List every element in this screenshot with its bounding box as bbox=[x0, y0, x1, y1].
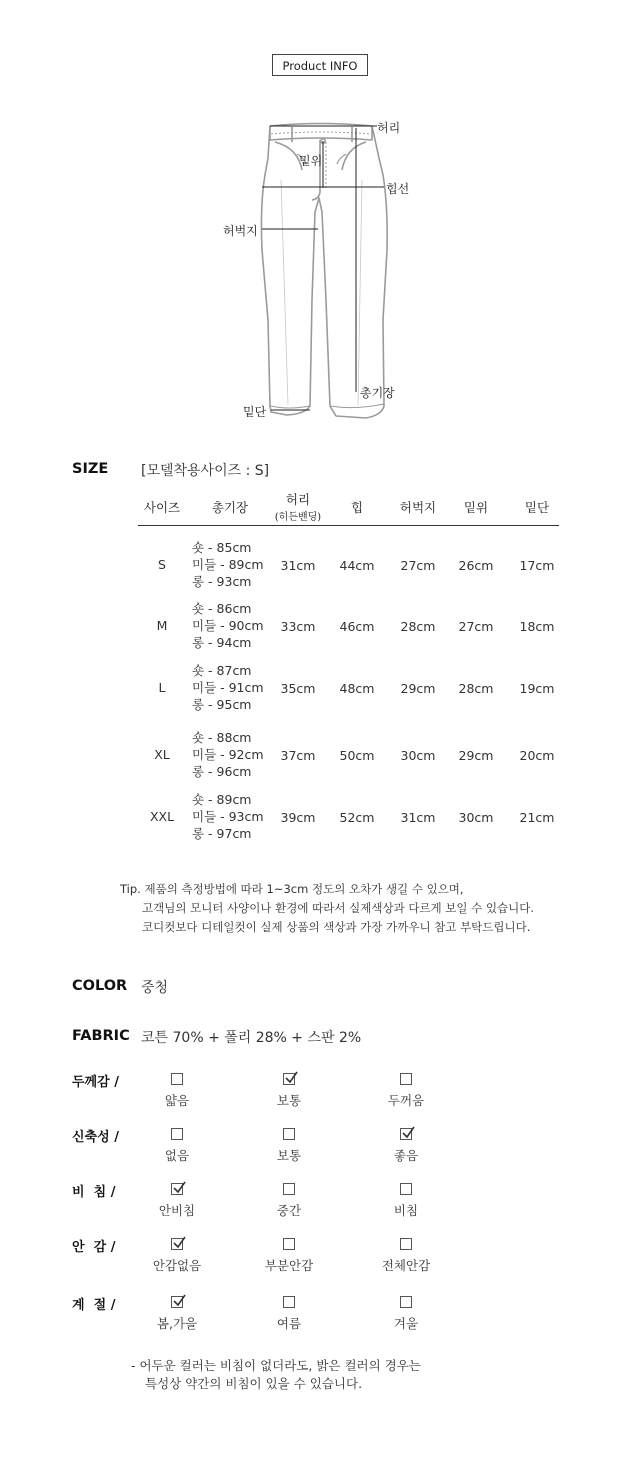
diagram-label-rise: 밑위 bbox=[299, 154, 323, 168]
length-middle: 미들 - 90cm bbox=[192, 618, 264, 633]
waist-cell: 37cm bbox=[280, 748, 316, 763]
length-short: 숏 - 85cm bbox=[192, 540, 252, 555]
check-mark-icon bbox=[400, 1125, 416, 1141]
length-middle: 미들 - 89cm bbox=[192, 557, 264, 572]
option-label: 두꺼움 bbox=[387, 1093, 425, 1108]
attribute-label: 비 침 / bbox=[72, 1185, 116, 1200]
checkbox[interactable] bbox=[400, 1296, 412, 1308]
header-thigh: 허벅지 bbox=[399, 500, 437, 515]
waist-cell: 31cm bbox=[280, 558, 316, 573]
option-label: 봄,가을 bbox=[156, 1316, 198, 1331]
header-size: 사이즈 bbox=[143, 500, 181, 515]
option-label: 보통 bbox=[276, 1148, 302, 1163]
option-label: 중간 bbox=[276, 1203, 302, 1218]
pants-diagram bbox=[0, 0, 640, 430]
diagram-label-hem: 밑단 bbox=[243, 405, 267, 419]
hip-cell: 50cm bbox=[339, 748, 375, 763]
check-mark-icon bbox=[171, 1235, 187, 1251]
check-mark-icon bbox=[171, 1180, 187, 1196]
checkbox[interactable] bbox=[283, 1238, 295, 1250]
checkbox[interactable] bbox=[400, 1128, 412, 1140]
hem-cell: 20cm bbox=[519, 748, 555, 763]
hem-cell: 21cm bbox=[519, 810, 555, 825]
option-label: 얇음 bbox=[164, 1093, 190, 1108]
option-label: 겨울 bbox=[393, 1316, 419, 1331]
thigh-cell: 28cm bbox=[400, 619, 436, 634]
header-divider bbox=[138, 525, 559, 526]
rise-cell: 29cm bbox=[458, 748, 494, 763]
length-middle: 미들 - 92cm bbox=[192, 747, 264, 762]
tip-line-1: Tip. 제품의 측정방법에 따라 1~3cm 정도의 오차가 생길 수 있으며, bbox=[120, 882, 464, 896]
length-long: 롱 - 97cm bbox=[192, 826, 252, 841]
length-short: 숏 - 88cm bbox=[192, 730, 252, 745]
checkbox[interactable] bbox=[171, 1128, 183, 1140]
header-length: 총기장 bbox=[211, 500, 249, 515]
diagram-label-hip: 힙선 bbox=[386, 182, 410, 196]
option-label: 안비침 bbox=[158, 1203, 196, 1218]
header-hem: 밑단 bbox=[524, 500, 550, 515]
rise-cell: 30cm bbox=[458, 810, 494, 825]
length-short: 숏 - 89cm bbox=[192, 792, 252, 807]
length-long: 롱 - 96cm bbox=[192, 764, 252, 779]
model-size-note: [모델착용사이즈 : S] bbox=[141, 463, 270, 479]
rise-cell: 26cm bbox=[458, 558, 494, 573]
header-waist: 허리 bbox=[285, 492, 311, 507]
header-waist-sub: (히든밴딩) bbox=[274, 512, 322, 523]
diagram-label-total-length: 총기장 bbox=[360, 386, 395, 400]
length-long: 롱 - 94cm bbox=[192, 635, 252, 650]
option-label: 좋음 bbox=[393, 1148, 419, 1163]
checkbox[interactable] bbox=[400, 1073, 412, 1085]
check-mark-icon bbox=[171, 1293, 187, 1309]
length-short: 숏 - 87cm bbox=[192, 663, 252, 678]
option-label: 전체안감 bbox=[381, 1258, 431, 1273]
thigh-cell: 31cm bbox=[400, 810, 436, 825]
header-hip: 힙 bbox=[350, 500, 364, 515]
rise-cell: 27cm bbox=[458, 619, 494, 634]
size-cell: XXL bbox=[149, 809, 175, 824]
length-long: 롱 - 95cm bbox=[192, 697, 252, 712]
hem-cell: 18cm bbox=[519, 619, 555, 634]
thigh-cell: 29cm bbox=[400, 681, 436, 696]
size-title: SIZE bbox=[72, 461, 109, 477]
hip-cell: 48cm bbox=[339, 681, 375, 696]
diagram-label-waist: 허리 bbox=[377, 121, 401, 135]
checkbox[interactable] bbox=[283, 1296, 295, 1308]
size-cell: XL bbox=[154, 747, 170, 762]
checkbox[interactable] bbox=[171, 1073, 183, 1085]
tip-line-2: 고객님의 모니터 사양이나 환경에 따라서 실제색상과 다르게 보일 수 있습니다. bbox=[142, 901, 535, 915]
attribute-label: 두께감 / bbox=[72, 1075, 119, 1090]
diagram-label-thigh: 허벅지 bbox=[223, 224, 258, 238]
length-long: 롱 - 93cm bbox=[192, 574, 252, 589]
header-rise: 밑위 bbox=[463, 500, 489, 515]
hip-cell: 46cm bbox=[339, 619, 375, 634]
color-value: 중청 bbox=[141, 980, 169, 996]
checkbox[interactable] bbox=[171, 1183, 183, 1195]
size-cell: M bbox=[156, 618, 168, 633]
checkbox[interactable] bbox=[283, 1073, 295, 1085]
hem-cell: 19cm bbox=[519, 681, 555, 696]
waist-cell: 39cm bbox=[280, 810, 316, 825]
hem-cell: 17cm bbox=[519, 558, 555, 573]
hip-cell: 52cm bbox=[339, 810, 375, 825]
attribute-label: 안 감 / bbox=[72, 1240, 116, 1255]
option-label: 여름 bbox=[276, 1316, 302, 1331]
size-cell: S bbox=[158, 557, 166, 572]
thigh-cell: 30cm bbox=[400, 748, 436, 763]
option-label: 비침 bbox=[393, 1203, 419, 1218]
option-label: 부분안감 bbox=[264, 1258, 314, 1273]
option-label: 안감없음 bbox=[152, 1258, 202, 1273]
fabric-title: FABRIC bbox=[72, 1028, 130, 1044]
tip-line-3: 코디컷보다 디테일컷이 실제 상품의 색상과 가장 가까우니 참고 부탁드립니다. bbox=[142, 920, 531, 934]
checkbox[interactable] bbox=[283, 1128, 295, 1140]
length-middle: 미들 - 91cm bbox=[192, 680, 264, 695]
waist-cell: 33cm bbox=[280, 619, 316, 634]
attribute-label: 신축성 / bbox=[72, 1130, 119, 1145]
waist-cell: 35cm bbox=[280, 681, 316, 696]
hip-cell: 44cm bbox=[339, 558, 375, 573]
option-label: 보통 bbox=[276, 1093, 302, 1108]
option-label: 없음 bbox=[164, 1148, 190, 1163]
checkbox[interactable] bbox=[171, 1296, 183, 1308]
attribute-label: 계 절 / bbox=[72, 1298, 116, 1313]
fabric-value: 코튼 70% + 폴리 28% + 스판 2% bbox=[141, 1030, 362, 1046]
checkbox[interactable] bbox=[400, 1183, 412, 1195]
checkbox[interactable] bbox=[171, 1238, 183, 1250]
product-info-box: Product INFO bbox=[272, 54, 368, 76]
length-short: 숏 - 86cm bbox=[192, 601, 252, 616]
checkbox[interactable] bbox=[400, 1238, 412, 1250]
note-line-1: - 어두운 컬러는 비침이 없더라도, 밝은 컬러의 경우는 bbox=[131, 1358, 421, 1373]
checkbox[interactable] bbox=[283, 1183, 295, 1195]
size-cell: L bbox=[158, 680, 166, 695]
color-title: COLOR bbox=[72, 978, 128, 994]
rise-cell: 28cm bbox=[458, 681, 494, 696]
note-line-2: 특성상 약간의 비침이 있을 수 있습니다. bbox=[145, 1376, 363, 1391]
length-middle: 미들 - 93cm bbox=[192, 809, 264, 824]
check-mark-icon bbox=[283, 1070, 299, 1086]
thigh-cell: 27cm bbox=[400, 558, 436, 573]
